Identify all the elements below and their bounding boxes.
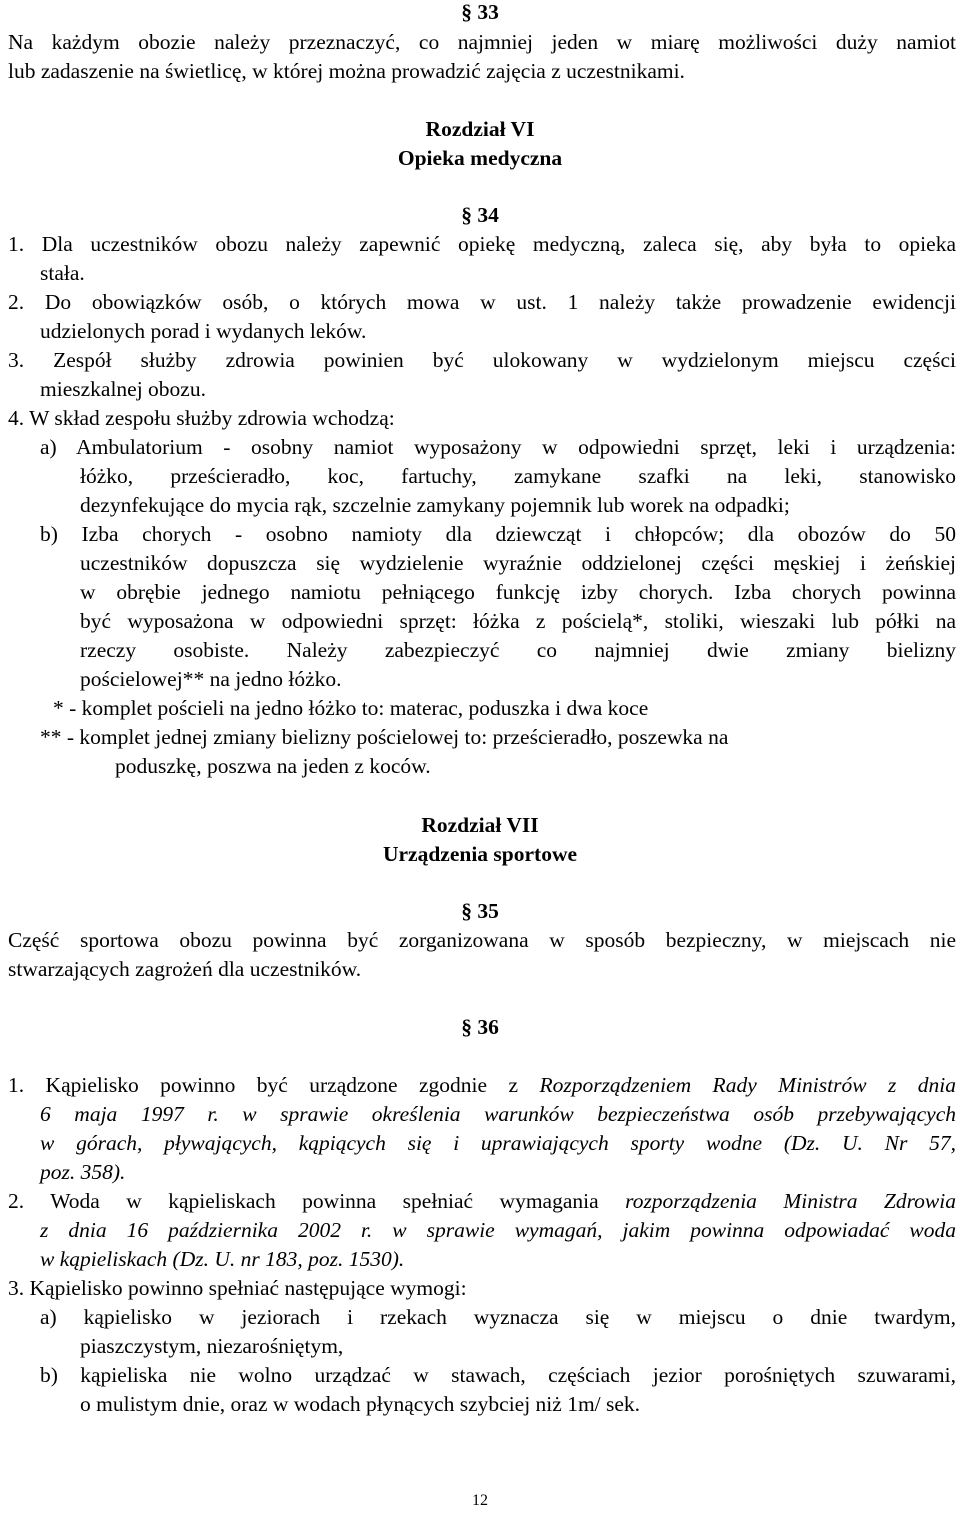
regulation-reference: rozporządzenia Ministra Zdrowia (625, 1189, 956, 1213)
chapter-6-title: Rozdział VI (425, 117, 535, 141)
section-36-item-3: 3. Kąpielisko powinno spełniać następujące wymogi: (8, 1276, 467, 1300)
section-34-item-3-line-2: mieszkalnej obozu. (40, 377, 206, 401)
section-34-heading: § 34 (461, 203, 499, 227)
section-34-item-4a-line-1: a) Ambulatorium - osobny namiot wyposażony w odpowiedni sprzęt, leki i urządzenia: (40, 435, 956, 459)
section-34-item-4a-line-3: dezynfekujące do mycia rąk, szczelnie zamykany pojemnik lub worek na odpadki; (80, 493, 790, 517)
section-36-item-3a-line-1: a) kąpielisko w jeziorach i rzekach wyznacza się w miejscu o dnie twardym, (40, 1305, 956, 1329)
section-33-heading: § 33 (461, 0, 499, 24)
section-34-item-4b-line-6: pościelowej** na jedno łóżko. (80, 667, 342, 691)
section-33-text-line-1: Na każdym obozie należy przeznaczyć, co najmniej jeden w miarę możliwości duży namiot (8, 30, 956, 54)
section-36-item-2-line-2: z dnia 16 października 2002 r. w sprawie wymagań, jakim powinna odpowiadać woda (40, 1218, 956, 1242)
section-35-text-line-1: Część sportowa obozu powinna być zorganizowana w sposób bezpieczny, w miejscach nie (8, 928, 956, 952)
section-34-item-4: 4. W skład zespołu służby zdrowia wchodzą: (8, 406, 395, 430)
section-36-item-2-line-1 (8, 1191, 956, 1213)
section-34-item-4b-line-5: rzeczy osobiste. Należy zabezpieczyć co najmniej dwie zmiany bielizny (80, 638, 956, 662)
section-36-item-1-line-1 (8, 1075, 956, 1097)
regulation-reference: Rozporządzeniem Rady Ministrów z dnia (539, 1073, 956, 1097)
section-35-text-line-2: stwarzających zagrożeń dla uczestników. (8, 957, 362, 981)
section-34-item-3-line-1: 3. Zespół służby zdrowia powinien być ulokowany w wydzielonym miejscu części (8, 348, 956, 372)
section-36-item-1-text: 1. Kąpielisko powinno być urządzone zgodnie z (8, 1073, 540, 1097)
section-36-item-1-line-3: w górach, pływających, kąpiących się i uprawiających sporty wodne (Dz. U. Nr 57, (40, 1131, 956, 1155)
section-36-item-1-line-2: 6 maja 1997 r. w sprawie określenia warunków bezpieczeństwa osób przebywających (40, 1102, 956, 1126)
chapter-7-title: Rozdział VII (421, 813, 539, 837)
section-34-item-2-line-1: 2. Do obowiązków osób, o których mowa w ust. 1 należy także prowadzenie ewidencji (8, 290, 956, 314)
footnote-2-line-1: ** - komplet jednej zmiany bielizny pościelowej to: prześcieradło, poszewka na (40, 725, 729, 749)
page-number: 12 (472, 1492, 488, 1509)
section-34-item-1-line-2: stała. (40, 261, 85, 285)
section-34-item-4b-line-2: uczestników dopuszcza się wydzielenie wyraźnie oddzielonej części męskiej i żeńskiej (80, 551, 956, 575)
section-36-item-1-line-4: poz. 358). (40, 1160, 126, 1184)
section-33-text-line-2: lub zadaszenie na świetlicę, w której można prowadzić zajęcia z uczestnikami. (8, 59, 685, 83)
chapter-6-subtitle: Opieka medyczna (397, 146, 563, 170)
section-36-item-3b-line-2: o mulistym dnie, oraz w wodach płynących szybciej niż 1m/ sek. (80, 1392, 641, 1416)
section-34-item-4a-line-2: łóżko, prześcieradło, koc, fartuchy, zamykane szafki na leki, stanowisko (80, 464, 956, 488)
section-34-item-1-line-1: 1. Dla uczestników obozu należy zapewnić opiekę medyczną, zaleca się, aby była to opieka (8, 232, 956, 256)
section-34-item-4b-line-3: w obrębie jednego namiotu pełniącego funkcję izby chorych. Izba chorych powinna (80, 580, 956, 604)
section-35-heading: § 35 (461, 899, 499, 923)
section-34-item-2-line-2: udzielonych porad i wydanych leków. (40, 319, 367, 343)
chapter-7-subtitle: Urządzenia sportowe (382, 842, 578, 866)
section-36-item-2-line-3: w kąpieliskach (Dz. U. nr 183, poz. 1530). (40, 1247, 405, 1271)
footnote-2-line-2: poduszkę, poszwa na jeden z koców. (115, 754, 431, 778)
section-36-heading: § 36 (461, 1015, 499, 1039)
section-34-item-4b-line-1: b) Izba chorych - osobno namioty dla dziewcząt i chłopców; dla obozów do 50 (40, 522, 956, 546)
section-34-item-4b-line-4: być wyposażona w odpowiedni sprzęt: łóżka z pościelą*, stoliki, wieszaki lub półki na (80, 609, 956, 633)
section-36-item-3a-line-2: piaszczystym, niezarośniętym, (80, 1334, 344, 1358)
footnote-1: * - komplet pościeli na jedno łóżko to: materac, poduszka i dwa koce (53, 696, 649, 720)
section-36-item-2-text: 2. Woda w kąpieliskach powinna spełniać wymagania (8, 1189, 626, 1213)
section-36-item-3b-line-1: b) kąpieliska nie wolno urządzać w stawach, częściach jezior porośniętych szuwarami, (40, 1363, 956, 1387)
